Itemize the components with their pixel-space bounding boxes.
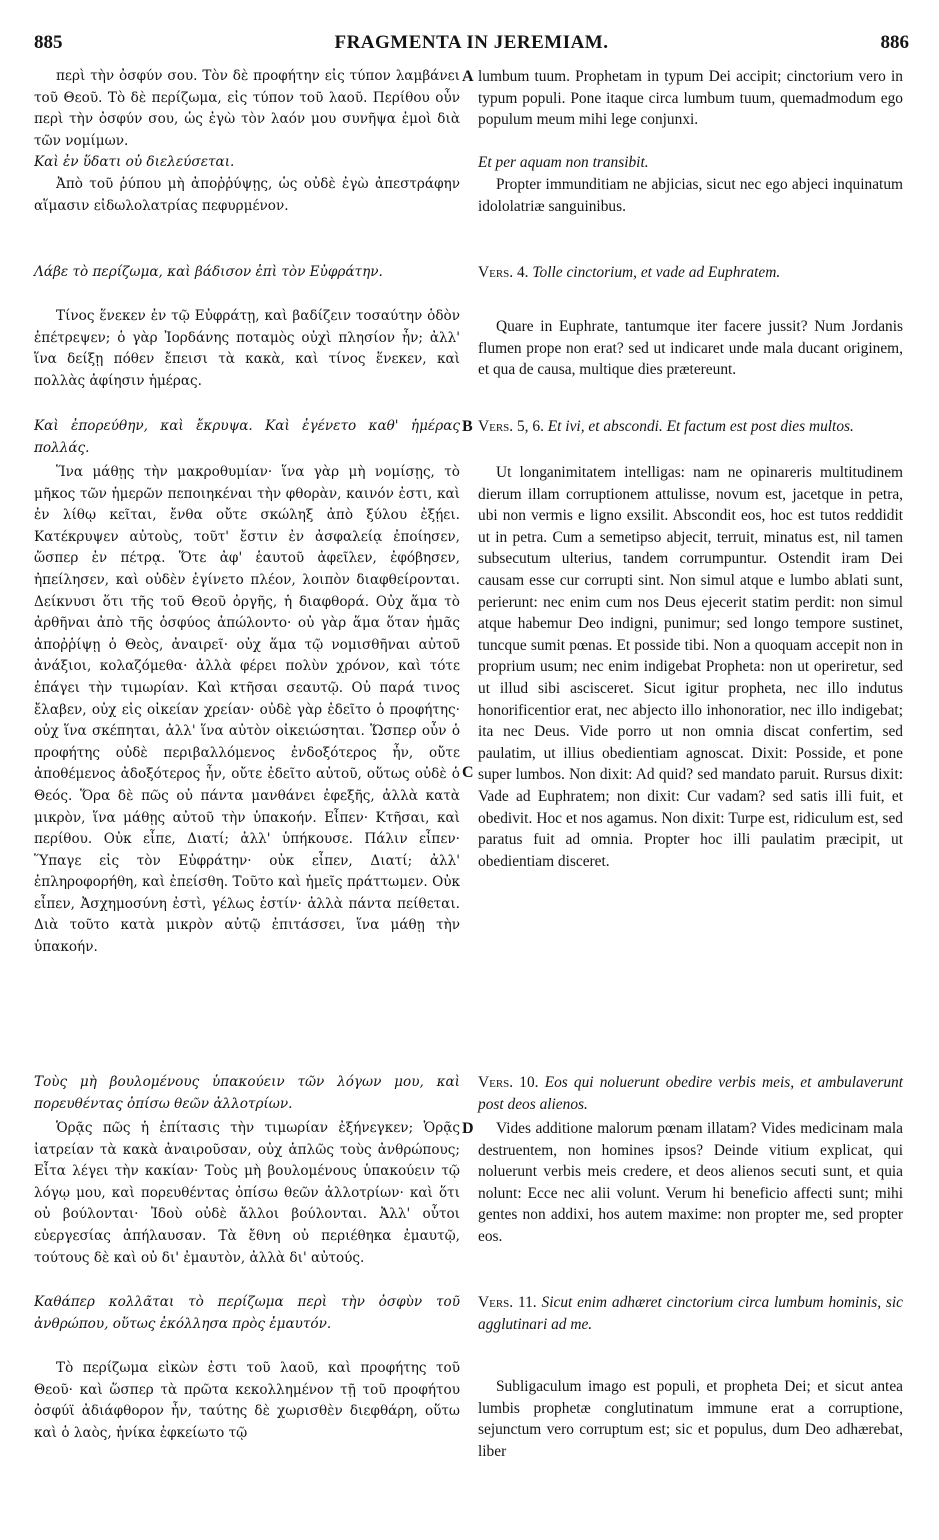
verse-heading bbox=[34, 1072, 460, 1115]
verse-heading bbox=[34, 152, 460, 174]
paragraph bbox=[478, 174, 903, 217]
verse-heading bbox=[34, 262, 460, 284]
verse-number: Vers. 11. bbox=[478, 1294, 537, 1311]
running-title: FRAGMENTA IN JEREMIAM. bbox=[334, 32, 609, 53]
section-marker-b: B bbox=[462, 418, 473, 435]
paragraph bbox=[478, 1118, 903, 1248]
running-header bbox=[34, 32, 909, 58]
paragraph-text: Λάβε τὸ περίζωμα, καὶ βάδισον ἐπὶ τὸν Εὐφράτην. bbox=[34, 264, 383, 280]
paragraph bbox=[34, 66, 460, 152]
paragraph-text: περὶ τὴν ὀσφύν σου. Τὸν δὲ προφήτην εἰς τύπον λαμβάνει τοῦ Θεοῦ. Τὸ δὲ περίζωμα, εἰς τύπον τοῦ λαοῦ. Περίθου οὖν περὶ τὴν ὀσφύν σου, ὡς ἐγὼ τὸν λαόν μου συνῆψα ἐμοὶ διὰ τῶν νομίμων. bbox=[34, 68, 460, 149]
paragraph bbox=[34, 1118, 460, 1269]
paragraph-text: Vides additione malorum pœnam illatam? Vides medicinam mala destruentem, non homines ipsos? Deinde vitium explicat, qui noluerunt verbis meis credere, et deos alienos secuti sunt, et quia nolunt: Ecce nec alii volunt. Verum hi beneficio affecti sunt; mihi gentes non addixi, hos autem maxime: non propter me, sed propter eos. bbox=[478, 1120, 903, 1245]
section-marker-c: C bbox=[462, 764, 474, 781]
page-number-right: 886 bbox=[880, 32, 909, 53]
paragraph bbox=[478, 1376, 903, 1462]
verse-heading bbox=[478, 1292, 903, 1335]
verse-number: Vers. 10. bbox=[478, 1074, 539, 1091]
paragraph bbox=[478, 66, 903, 131]
paragraph-text: Ut longanimitatem intelligas: nam ne opinareris multitudinem dierum illam corruptionem attulisse, novum est, jacetque in petra, ubi non vermis e ligno exsilit. Abscondit eos, hoc est tutos reddidit ut in petra. Cum a semetipso abjecit, terruit, minatus est, nil tamen subsecutum ulterius, tandem corrumpuntur. Ostendit iram Dei causam esse cur corrupti sint. Non simul atque e lumbo ablati sunt, perierunt: nec enim cum nos Deus ejecerit statim perdit: non simul atque habemur Deo indigni, punimur; sed longo tempore sustinet, tuncque sumit pœnas. Et posside tibi. Non a quoquam accepit non in proprium usum; nec enim indigebat Propheta: non ut operiretur, sed ut illud sibi ascisceret. Sicut igitur propheta, nec illo indutus honorificentior erat, nec abjecto illo inhonoratior, nec illo indigebat; ita nec Deus. Vide porro ut non omnia discat confertim, sed paulatim, ut illius obedientiam agnoscat. Dixit: Posside, et pone super lumbos. Non dixit: Ad quid? sed mandato paruit. Rursus dixit: Vade ad Euphratem; non dixit: Cur vadam? sed satis illi fuit, et obedivit. Hoc et nos agamus. Non dixit: Turpe est, ridiculum est, sed paratus fuit ad omnia. Propter hoc illi paulatim præcipit, ut obedientiam disceret. bbox=[478, 464, 903, 870]
paragraph bbox=[34, 174, 460, 217]
paragraph-text: Τίνος ἕνεκεν ἐν τῷ Εὐφράτῃ, καὶ βαδίζειν τοσαύτην ὁδὸν ἐπέτρεψεν; ὁ γὰρ Ἰορδάνης ποταμὸς οὐχὶ πλησίον ἦν; ἀλλ' ἵνα δείξῃ πόθεν ἔπεισι τὰ κακὰ, καὶ τίνος ἕνεκεν, καὶ πολλὰς ἀφίησιν ἡμέρας. bbox=[34, 308, 460, 389]
page-number-left: 885 bbox=[34, 32, 63, 53]
paragraph bbox=[478, 316, 903, 381]
paragraph-text: Καθάπερ κολλᾶται τὸ περίζωμα περὶ τὴν ὀσφὺν τοῦ ἀνθρώπου, οὕτως ἐκόλλησα πρὸς ἐμαυτόν. bbox=[34, 1294, 460, 1332]
paragraph bbox=[478, 462, 903, 872]
section-marker-a: A bbox=[462, 68, 474, 85]
paragraph-text: Propter immunditiam ne abjicias, sicut nec ego abjeci inquinatum idololatriæ sanguinibus. bbox=[478, 176, 903, 215]
paragraph-text: Ἀπὸ τοῦ ῥύπου μὴ ἀποῤῥύψῃς, ὡς οὐδὲ ἐγὼ ἀπεστράφην αἵμασιν εἰδωλολατρίας πεφυρμένον. bbox=[34, 176, 460, 214]
paragraph-text: Καὶ ἐπορεύθην, καὶ ἔκρυψα. Καὶ ἐγένετο καθ' ἡμέρας πολλάς. bbox=[34, 418, 460, 456]
paragraph-text: Et ivi, et abscondi. Et factum est post dies multos. bbox=[547, 418, 854, 435]
paragraph-text: Τοὺς μὴ βουλομένους ὑπακούειν τῶν λόγων μου, καὶ πορευθέντας ὀπίσω θεῶν ἀλλοτρίων. bbox=[34, 1074, 460, 1112]
paragraph-text: Eos qui noluerunt obedire verbis meis, et ambulaverunt post deos alienos. bbox=[478, 1074, 903, 1113]
verse-number: Vers. 4. bbox=[478, 264, 529, 281]
verse-heading bbox=[34, 416, 460, 459]
verse-heading bbox=[34, 1292, 460, 1335]
verse-heading bbox=[478, 262, 903, 284]
paragraph-text: Sicut enim adhæret cinctorium circa lumbum hominis, sic agglutinari ad me. bbox=[478, 1294, 904, 1333]
paragraph-text: Quare in Euphrate, tantumque iter facere jussit? Num Jordanis flumen prope non erat? sed ut indicaret unde mala ducant originem, et qua de causa, multique dies prætereunt. bbox=[478, 318, 903, 379]
paragraph bbox=[34, 306, 460, 392]
paragraph-text: Καὶ ἐν ὕδατι οὐ διελεύσεται. bbox=[34, 154, 235, 170]
section-marker-d: D bbox=[462, 1120, 474, 1137]
verse-heading bbox=[478, 152, 903, 174]
paragraph-text: lumbum tuum. Prophetam in typum Dei accipit; cinctorium vero in typum populi. Pone itaque circa lumbum tuum, quemadmodum ego populum meum mihi lege conjunxi. bbox=[478, 68, 903, 129]
paragraph bbox=[34, 462, 460, 959]
paragraph-text: Ἵνα μάθῃς τὴν μακροθυμίαν· ἵνα γὰρ μὴ νομίσῃς, τὸ μῆκος τῶν ἡμερῶν πεποιηκέναι τὴν φθορὰν, καινόν ἐστι, καὶ ἐν λίθῳ κεῖται, ἔνθα οὔτε σκώληξ ἀπὸ ξύλου ἐξῄει. Κατέκρυψεν αὐτοὺς, τοῦτ' ἔστιν ἐν ἀσφαλείᾳ ἐποίησεν, ὥσπερ ἐν πέτρᾳ. Ὅτε ἀφ' ἑαυτοῦ ἀφεῖλεν, ἐφόβησεν, ἠπείλησεν, καὶ οὐδὲν ἐγίνετο πλέον, λοιπὸν διαφθείρονται. Δείκνυσι ὅτι τῆς τοῦ Θεοῦ ὀργῆς, ἡ διαφθορά. Οὐχ ἅμα τὸ ἀρθῆναι ἀπὸ τῆς ὀσφύος ἀπώλοντο· οὐ γὰρ ἅμα ὅταν ἡμᾶς ἀποῤῥίψῃ ὁ Θεὸς, ἀναιρεῖ· οὐχ ἅμα τῷ νομισθῆναι αὐτοῦ ἀνάξιοι, κολαζόμεθα· ἀλλὰ φέρει πολὺν χρόνον, καὶ τότε ἐπάγει τὴν τιμωρίαν. Καὶ κτῆσαι σεαυτῷ. Οὐ παρά τινος ἔλαβεν, οὐχ εἰς οἰκείαν χρείαν· οὐδὲ γὰρ ἐδεῖτο ὁ προφήτης· οὐχ ἵνα σκέπηται, ἀλλ' ἵνα αὐτὸν οἰκειώσηται. Ὥσπερ οὖν ὁ προφήτης οὐδὲ περιβαλλόμενος ἐνδοξότερος ἦν, οὔτε ἀποθέμενος ἀδοξότερος ἦν, οὔτε ἐδεῖτο αὐτοῦ, οὕτως οὐδὲ ὁ Θεός. Ὅρα δὲ πῶς οὐ πάντα μανθάνει ἐφεξῆς, ἀλλὰ κατὰ μικρὸν, ἵνα μάθῃς αὐτοῦ τὴν ὑπακοήν. Εἶπεν· Κτῆσαι, καὶ περίθου. Οὐκ εἶπε, Διατί; ἀλλ' ὑπήκουσε. Πάλιν εἶπεν· Ὕπαγε εἰς τὸν Εὐφράτην· οὐκ εἶπεν, Διατί; ἀλλ' ἐπληροφορήθη, καὶ ἐπείσθη. Τοῦτο καὶ ἡμεῖς πράττωμεν. Οὐκ εἶπεν, Ἀσχημοσύνη ἐστὶ, γέλως ἐστίν· ἀλλὰ πάντα πείθεται. Διὰ τοῦτο κατὰ μικρὸν αὐτῷ ἐπιτάσσει, ἵνα μάθῃ τὴν ὑπακοήν. bbox=[34, 464, 460, 956]
verse-heading bbox=[478, 1072, 903, 1115]
paragraph-text: Τὸ περίζωμα εἰκὼν ἐστι τοῦ λαοῦ, καὶ προφήτης τοῦ Θεοῦ· καὶ ὥσπερ τὰ πρῶτα κεκολλημένον τῇ τοῦ προφήτου ὀσφύϊ ἀδιάφθορον ἦν, ταύτης δὲ χωρισθὲν διεφθάρη, οὕτω καὶ ὁ λαὸς, ἡνίκα ἐφκείωτο τῷ bbox=[34, 1360, 460, 1441]
verse-number: Vers. 5, 6. bbox=[478, 418, 544, 435]
paragraph-text: Ὁρᾷς πῶς ἡ ἐπίτασις τὴν τιμωρίαν ἐξήνεγκεν; Ὁρᾷς ἰατρείαν τὰ κακὰ ἀναιροῦσαν, οὐχ ἁπλῶς τοὺς ἀνθρώπους; Εἶτα λέγει τὴν κακίαν· Τοὺς μὴ βουλομένους ὑπακούειν τῷ λόγῳ μου, καὶ πορευθέντας ὀπίσω θεῶν ἀλλοτρίων· καὶ ὅτι οὐ βούλονται· Ἰδοὺ οὐδὲ ἄλλοι βούλονται. Ἀλλ' οὗτοι εὐεργεσίας ἀπήλαυσαν. Τὰ ἔθνη οὐ περιέθηκα ἐμαυτῷ, τούτους δὲ καὶ οὐ δι' ἐμαυτὸν, ἀλλὰ δι' αὐτούς. bbox=[34, 1120, 460, 1266]
paragraph-text: Subligaculum imago est populi, et propheta Dei; et sicut antea lumbis prophetæ conglutinatum immune erat a corruptione, sejunctum vero corruptum est; sic et populus, dum Deo adhærebat, liber bbox=[478, 1378, 903, 1460]
paragraph bbox=[34, 1358, 460, 1444]
paragraph-text: Tolle cinctorium, et vade ad Euphratem. bbox=[532, 264, 781, 281]
verse-heading bbox=[478, 416, 903, 438]
paragraph-text: Et per aquam non transibit. bbox=[478, 154, 649, 171]
